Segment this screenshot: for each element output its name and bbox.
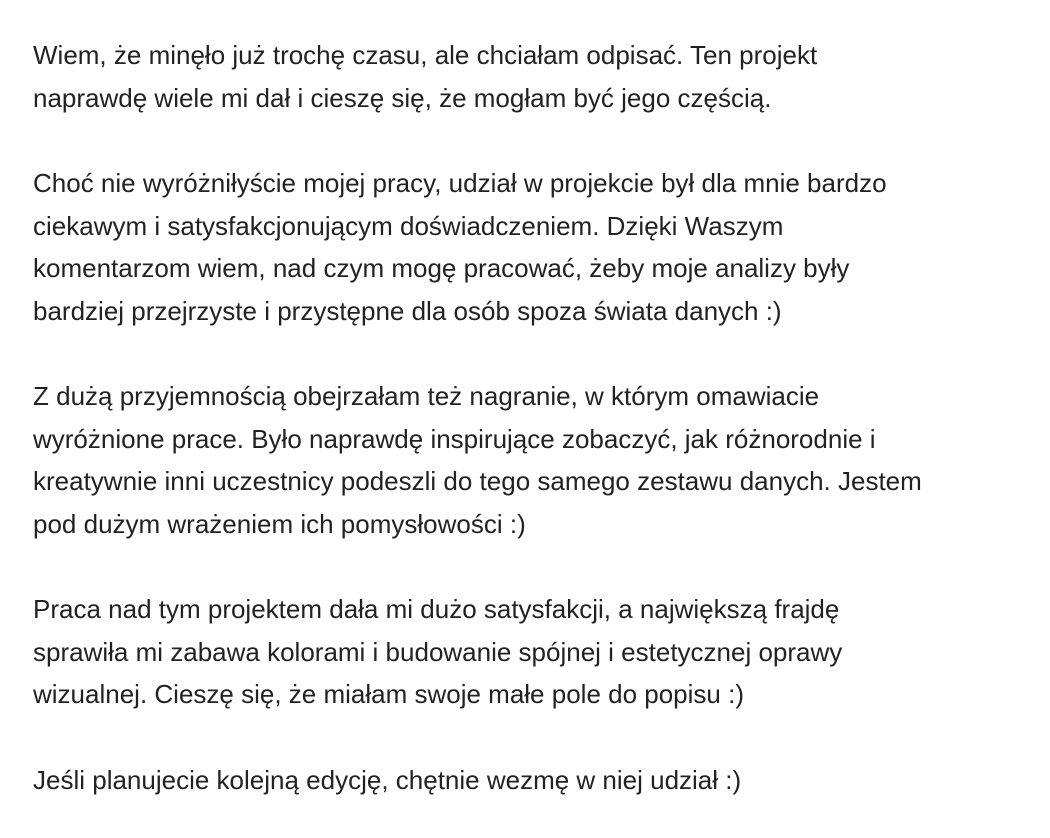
paragraph-line: Choć nie wyróżniłyście mojej pracy, udział w projekcie był dla mnie bardzo: [33, 168, 887, 198]
paragraph-line: bardziej przejrzyste i przystępne dla osób spoza świata danych :): [33, 295, 782, 326]
paragraph-line: Jeśli planujecie kolejną edycję, chętnie wezmę w niej udział :): [33, 764, 742, 795]
paragraph-line: wyróżnione prace. Było naprawdę inspirujące zobaczyć, jak różnorodnie i: [33, 423, 876, 454]
paragraph-1: [33, 34, 1023, 119]
paragraph-4: [33, 588, 1023, 716]
paragraph-line: wizualnej. Cieszę się, że miałam swoje małe pole do popisu :): [33, 679, 744, 709]
paragraph-5: [33, 759, 1023, 802]
paragraph-line: Z dużą przyjemnością obejrzałam też nagranie, w którym omawiacie: [33, 381, 820, 411]
message-body: [33, 34, 1023, 801]
paragraph-2: [33, 162, 1023, 332]
paragraph-line: Praca nad tym projektem dała mi dużo satysfakcji, a największą frajdę: [33, 594, 840, 624]
paragraph-line: pod dużym wrażeniem ich pomysłowości :): [33, 508, 526, 539]
paragraph-line: Wiem, że minęło już trochę czasu, ale chciałam odpisać. Ten projekt: [33, 40, 818, 70]
paragraph-line: kreatywnie inni uczestnicy podeszli do tego samego zestawu danych. Jestem: [33, 466, 922, 496]
paragraph-3: [33, 375, 1023, 545]
paragraph-line: ciekawym i satysfakcjonującym doświadczeniem. Dzięki Waszym: [33, 210, 784, 241]
paragraph-line: komentarzom wiem, nad czym mogę pracować, żeby moje analizy były: [33, 253, 850, 283]
paragraph-line: naprawdę wiele mi dał i cieszę się, że mogłam być jego częścią.: [33, 82, 772, 113]
paragraph-line: sprawiła mi zabawa kolorami i budowanie spójnej i estetycznej oprawy: [33, 636, 843, 667]
